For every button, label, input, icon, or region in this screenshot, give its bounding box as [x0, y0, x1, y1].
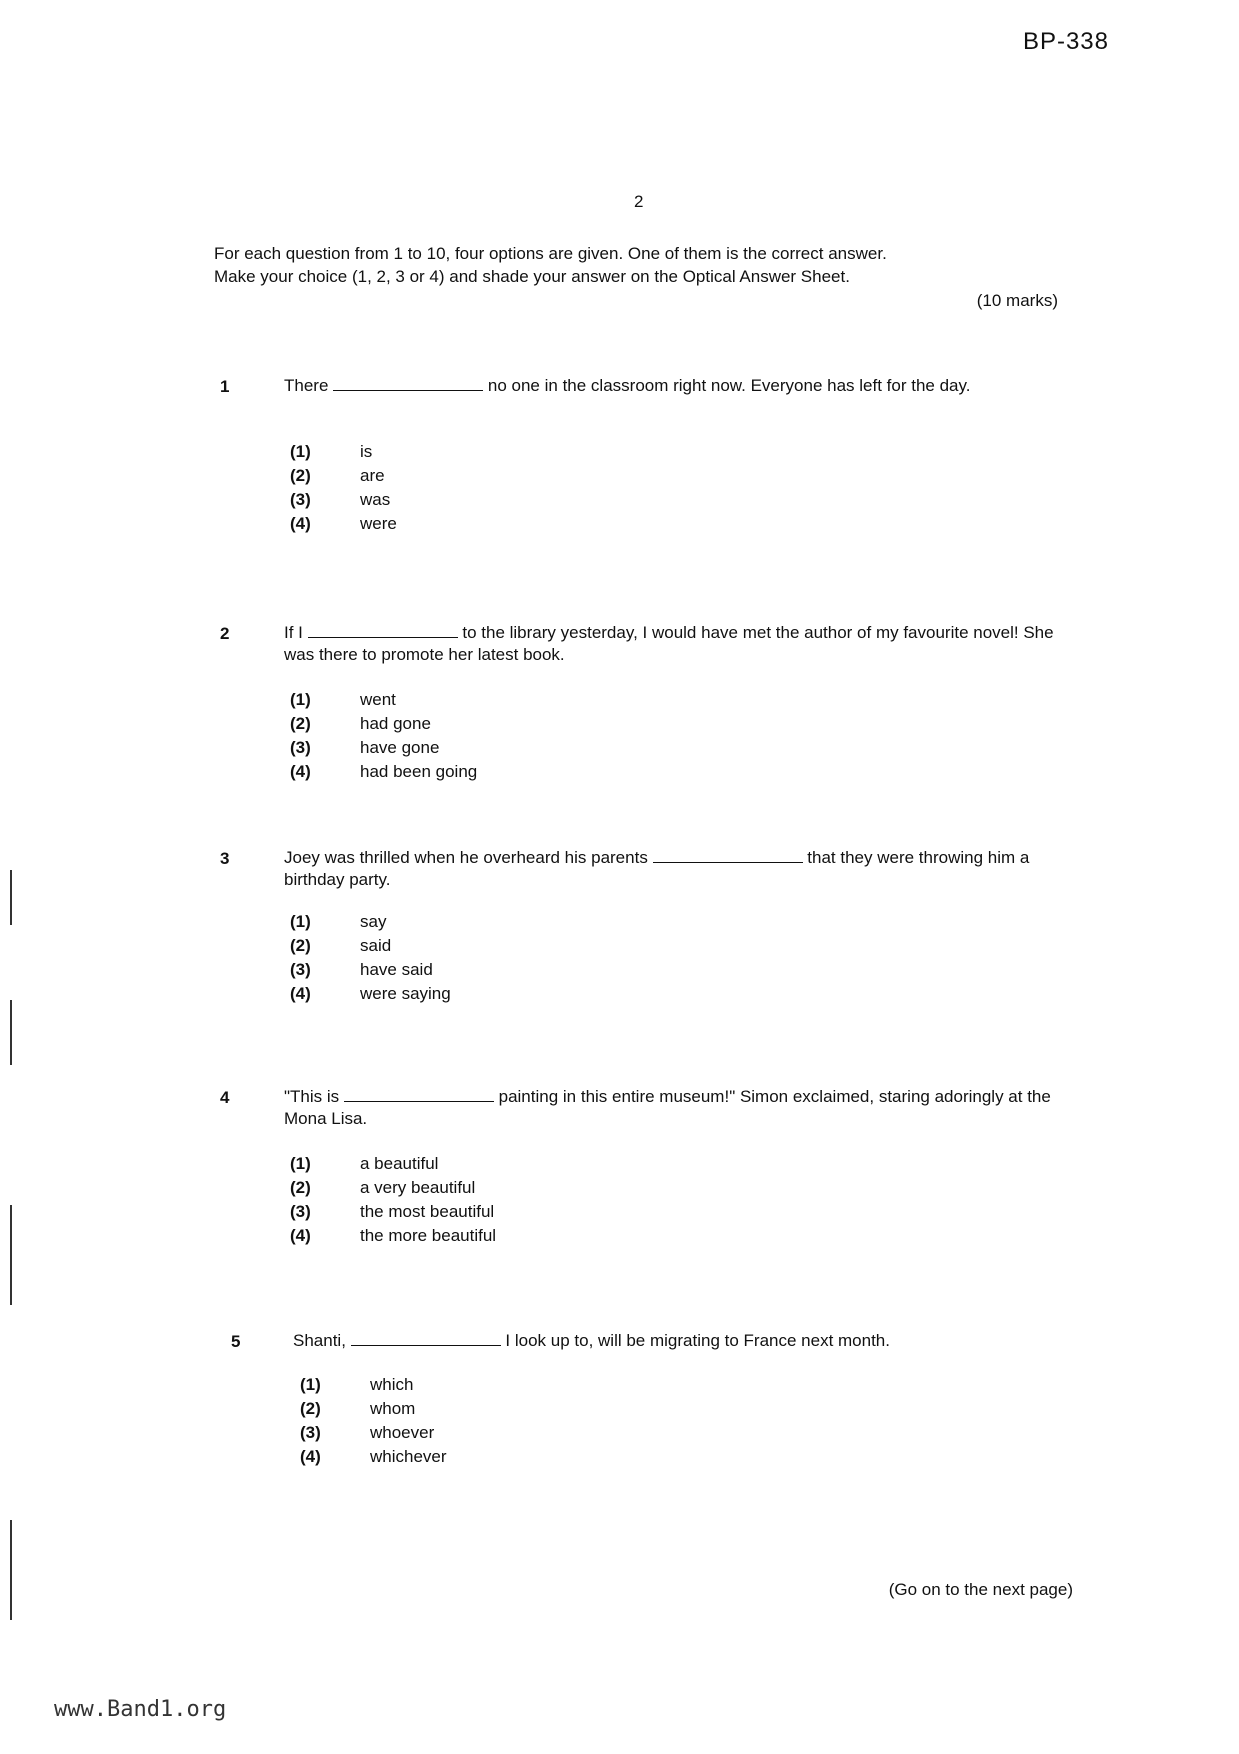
option-number: (3)	[290, 960, 311, 979]
stem-text-before: "This is	[284, 1087, 340, 1106]
option-number: (2)	[290, 936, 311, 955]
marks-label: (10 marks)	[976, 291, 1058, 310]
option-number: (4)	[290, 984, 311, 1003]
question-stem	[293, 1330, 1083, 1352]
option-text: whichever	[370, 1447, 447, 1466]
answer-blank	[344, 1087, 494, 1102]
option-number: (3)	[290, 490, 311, 509]
question-number: 1	[220, 377, 230, 396]
stem-text-before: There	[284, 376, 329, 395]
stem-text-after: no one in the classroom right now. Everyone has left for the day.	[487, 376, 971, 395]
option-text: say	[360, 912, 387, 931]
continue-note: (Go on to the next page)	[888, 1580, 1073, 1599]
option-number: (1)	[290, 912, 311, 931]
option-text: was	[360, 490, 391, 509]
option-text: said	[360, 936, 392, 955]
page-number: 2	[634, 192, 644, 211]
question-number: 5	[231, 1332, 241, 1351]
question-stem	[284, 1086, 1074, 1130]
answer-blank	[333, 376, 483, 391]
option-text: went	[360, 690, 396, 709]
option-text: were saying	[360, 984, 451, 1003]
option-number: (3)	[300, 1423, 321, 1442]
option-text: are	[360, 466, 385, 485]
option-text: were	[360, 514, 397, 533]
scan-artifact	[10, 1000, 12, 1065]
option-text: have said	[360, 960, 433, 979]
scan-artifact	[10, 1205, 12, 1305]
stem-text-before: Shanti,	[293, 1331, 346, 1350]
option-text: is	[360, 442, 373, 461]
option-text: have gone	[360, 738, 440, 757]
option-text: had been going	[360, 762, 478, 781]
option-number: (1)	[300, 1375, 321, 1394]
stem-text-after: to the library yesterday, I would have met the author of my favourite novel! She was there to promote her latest book.	[284, 623, 1054, 664]
question-number: 2	[220, 624, 230, 643]
option-text: had gone	[360, 714, 431, 733]
question-number: 4	[220, 1088, 230, 1107]
stem-text-after: that they were throwing him a birthday party.	[284, 848, 1030, 889]
instructions	[214, 242, 1064, 288]
answer-blank	[351, 1331, 501, 1346]
option-number: (1)	[290, 442, 311, 461]
question-number: 3	[220, 849, 230, 868]
question-stem	[284, 847, 1074, 891]
stem-text-before: Joey was thrilled when he overheard his parents	[284, 848, 648, 867]
option-number: (3)	[290, 738, 311, 757]
option-text: which	[370, 1375, 414, 1394]
question-stem	[284, 622, 1074, 666]
scan-artifact	[10, 1520, 12, 1620]
option-number: (4)	[300, 1447, 321, 1466]
answer-blank	[653, 848, 803, 863]
option-number: (4)	[290, 762, 311, 781]
option-text: whom	[370, 1399, 416, 1418]
option-text: whoever	[370, 1423, 435, 1442]
stem-text-after: painting in this entire museum!" Simon exclaimed, staring adoringly at the Mona Lisa.	[284, 1087, 1051, 1128]
option-number: (2)	[290, 1178, 311, 1197]
option-number: (1)	[290, 690, 311, 709]
instruction-line: Make your choice (1, 2, 3 or 4) and shade your answer on the Optical Answer Sheet.	[214, 267, 850, 286]
option-number: (2)	[290, 466, 311, 485]
paper-code: BP-338	[1022, 28, 1109, 55]
option-text: the more beautiful	[360, 1226, 497, 1245]
website-watermark: www.Band1.org	[54, 1697, 227, 1722]
option-number: (2)	[290, 714, 311, 733]
option-number: (4)	[290, 1226, 311, 1245]
stem-text-before: If I	[284, 623, 303, 642]
instruction-line: For each question from 1 to 10, four options are given. One of them is the correct answer.	[214, 244, 887, 263]
option-text: a beautiful	[360, 1154, 439, 1173]
option-text: a very beautiful	[360, 1178, 476, 1197]
question-stem	[284, 375, 1074, 397]
option-number: (4)	[290, 514, 311, 533]
option-number: (3)	[290, 1202, 311, 1221]
option-number: (2)	[300, 1399, 321, 1418]
option-number: (1)	[290, 1154, 311, 1173]
answer-blank	[308, 623, 458, 638]
scan-artifact	[10, 870, 12, 925]
stem-text-after: I look up to, will be migrating to France next month.	[505, 1331, 890, 1350]
option-text: the most beautiful	[360, 1202, 495, 1221]
